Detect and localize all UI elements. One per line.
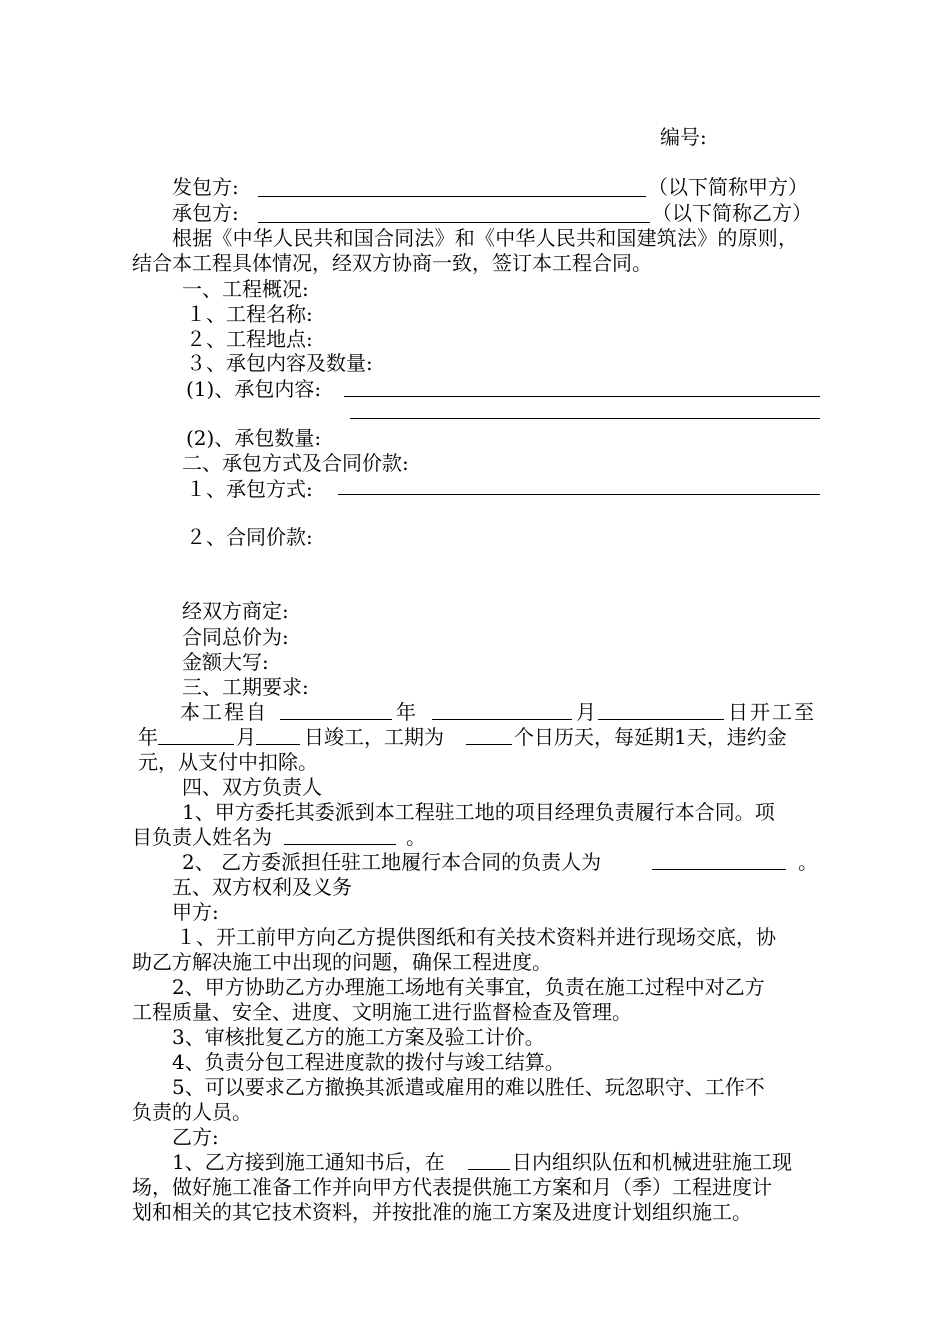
party-a-duty-5-line-2: 负责的人员。 — [132, 1100, 252, 1124]
party-a-suffix: （以下简称甲方） — [648, 175, 808, 199]
party-b-suffix: （以下简称乙方） — [652, 201, 812, 225]
amount-in-words-label: 金额大写: — [182, 650, 269, 674]
party-b-days-blank — [468, 1169, 510, 1170]
end-month-text: 月 — [236, 725, 256, 749]
total-price-label: 合同总价为: — [182, 625, 289, 649]
scope-quantity-sub-label: (2)、承包数量: — [186, 426, 322, 450]
agreed-label: 经双方商定: — [182, 599, 289, 623]
party-b-manager-blank — [652, 869, 786, 870]
party-a-blank — [258, 196, 646, 197]
party-a-manager-text: 1、甲方委托其委派到本工程驻工地的项目经理负责履行本合同。项 — [182, 800, 775, 824]
section-1-title: 一、工程概况: — [182, 277, 309, 301]
party-a-duty-3: 3、审核批复乙方的施工方案及验工计价。 — [172, 1025, 545, 1049]
party-b-duty-1-start: 1、乙方接到施工通知书后，在 — [172, 1150, 445, 1174]
start-year-blank — [280, 719, 392, 720]
end-month-blank — [256, 744, 300, 745]
party-a-duty-1-line-2: 助乙方解决施工中出现的问题，确保工程进度。 — [132, 950, 552, 974]
section-4-title: 四、双方负责人 — [182, 775, 322, 799]
party-b-duty-1-line-2: 场，做好施工准备工作并向甲方代表提供施工方案和月（季）工程进度计 — [132, 1175, 772, 1199]
schedule-month-text: 月 — [576, 700, 596, 724]
party-a-duty-4: 4、负责分包工程进度款的拨付与竣工结算。 — [172, 1050, 565, 1074]
scope-content-label: (1)、承包内容: — [186, 377, 322, 401]
start-day-blank — [598, 719, 724, 720]
duration-days-blank — [466, 744, 512, 745]
party-b-duty-1-line-3: 划和相关的其它技术资料，并按批准的施工方案及进度计划组织施工。 — [132, 1200, 752, 1224]
party-a-duty-1-line-1: １、开工前甲方向乙方提供图纸和有关技术资料并进行现场交底，协 — [176, 925, 776, 949]
intro-line-2: 结合本工程具体情况，经双方协商一致，签订本工程合同。 — [132, 251, 652, 275]
schedule-day-start-text: 日开工至 — [728, 700, 816, 724]
party-b-label: 承包方: — [172, 201, 239, 225]
intro-line-1: 根据《中华人民共和国合同法》和《中华人民共和国建筑法》的原则， — [172, 226, 799, 250]
contract-method-label: １、承包方式: — [186, 477, 313, 501]
section-2-title: 二、承包方式及合同价款: — [182, 451, 409, 475]
scope-content-blank-1 — [344, 396, 820, 397]
penalty-deduct-text: 元，从支付中扣除。 — [138, 750, 318, 774]
manager-name-label: 目负责人姓名为 — [132, 825, 272, 849]
party-b-duties-label: 乙方: — [172, 1125, 219, 1149]
project-name-label: １、工程名称: — [186, 302, 313, 326]
manager-name-end: 。 — [406, 825, 426, 849]
end-year-text: 年 — [138, 725, 158, 749]
contract-method-blank — [338, 494, 820, 495]
contract-price-label: ２、合同价款: — [186, 525, 313, 549]
end-year-blank — [158, 744, 234, 745]
section-5-title: 五、双方权利及义务 — [172, 875, 352, 899]
schedule-year-text: 年 — [396, 700, 416, 724]
start-month-blank — [432, 719, 572, 720]
scope-quantity-label: ３、承包内容及数量: — [186, 351, 373, 375]
schedule-start-text: 本工程自 — [180, 700, 268, 724]
party-b-duty-1-end: 日内组织队伍和机械进驻施工现 — [512, 1150, 792, 1174]
party-b-manager-text: 2、 乙方委派担任驻工地履行本合同的负责人为 — [182, 850, 602, 874]
party-b-blank — [258, 222, 650, 223]
party-b-manager-end: 。 — [798, 850, 818, 874]
document-number-label: 编号: — [660, 125, 707, 149]
party-a-duties-label: 甲方: — [172, 900, 219, 924]
penalty-text: 个日历天，每延期1天，违约金 — [514, 725, 787, 749]
end-day-duration-text: 日竣工，工期为 — [304, 725, 444, 749]
section-3-title: 三、工期要求: — [182, 675, 309, 699]
project-location-label: ２、工程地点: — [186, 327, 313, 351]
party-a-label: 发包方: — [172, 175, 239, 199]
party-a-duty-2-line-1: 2、甲方协助乙方办理施工场地有关事宜，负责在施工过程中对乙方 — [172, 975, 765, 999]
party-a-duty-2-line-2: 工程质量、安全、进度、文明施工进行监督检查及管理。 — [132, 1000, 632, 1024]
party-a-duty-5-line-1: 5、可以要求乙方撤换其派遣或雇用的难以胜任、玩忽职守、工作不 — [172, 1075, 765, 1099]
manager-name-blank — [284, 844, 396, 845]
scope-content-blank-2 — [350, 418, 820, 419]
